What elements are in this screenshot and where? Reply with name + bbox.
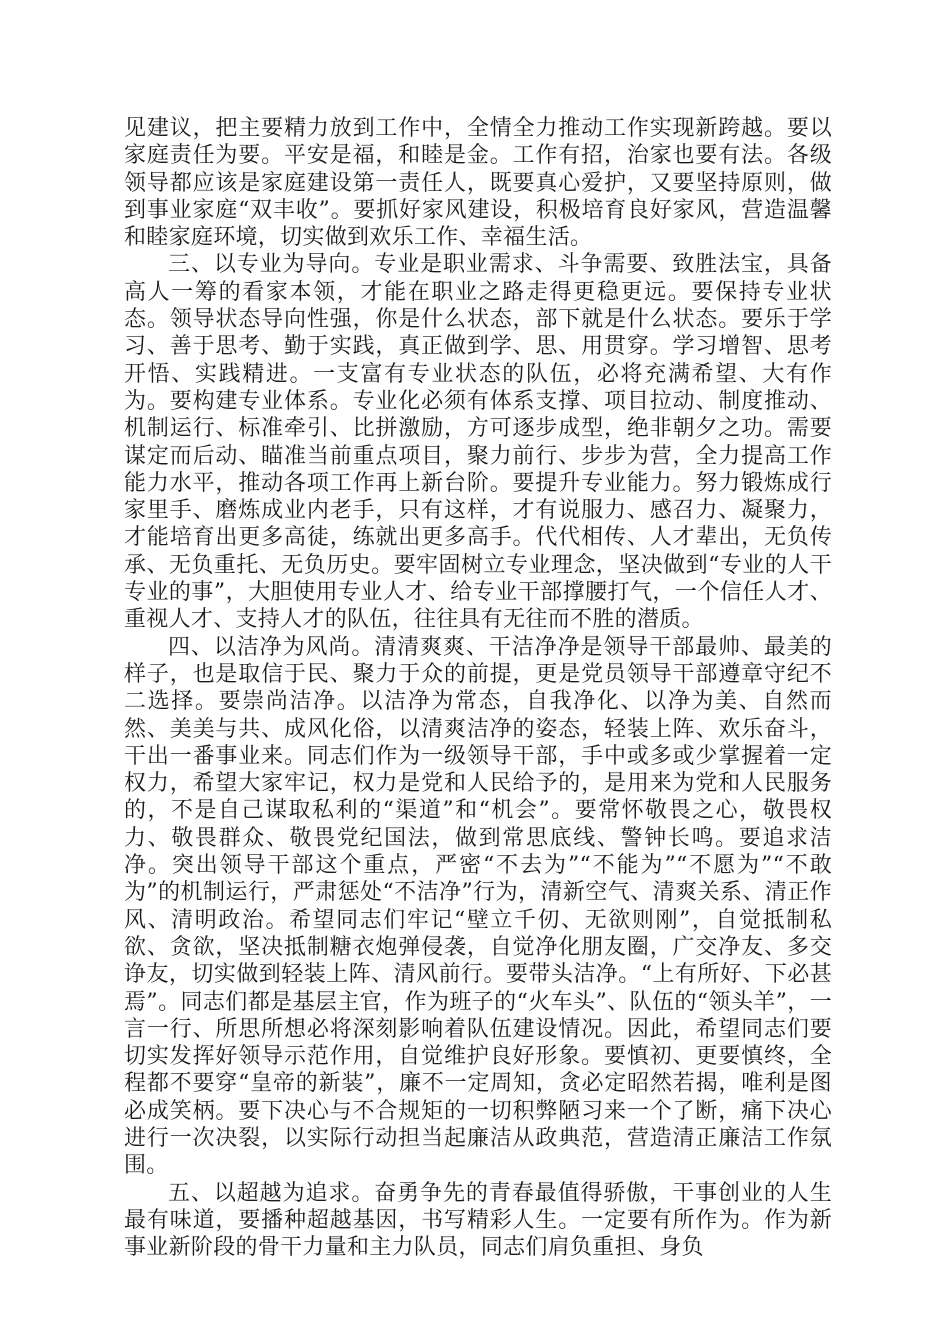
paragraph-section-five-transcendence: 五、以超越为追求。奋勇争先的青春最值得骄傲，干事创业的人生最有味道，要播种超越基因，书写精彩人生。一定要有所作为。作为新事业新阶段的骨干力量和主力队员，同志们肩负重担、身负 xyxy=(124,1180,832,1261)
paragraph-section-four-cleanliness: 四、以洁净为风尚。清清爽爽、干洁净净是领导干部最帅、最美的样子，也是取信于民、聚力于众的前提，更是党员领导干部遵章守纪不二选择。要崇尚洁净。以洁净为常态，自我净化、以净为美、自然而然、美美与共、成风化俗，以清爽洁净的姿态，轻装上阵、欢乐奋斗，干出一番事业来。同志们作为一级领导干部，手中或多或少掌握着一定权力，希望大家牢记，权力是党和人民给予的，是用来为党和人民服务的，不是自己谋取私利的“渠道”和“机会”。要常怀敬畏之心，敬畏权力、敬畏群众、敬畏党纪国法，做到常思底线、警钟长鸣。要追求洁净。突出领导干部这个重点，严密“不去为”“不能为”“不愿为”“不敢为”的机制运行，严肃惩处“不洁净”行为，清新空气、清爽关系、清正作风、清明政治。希望同志们牢记“壁立千仞、无欲则刚”，自觉抵制私欲、贪欲，坚决抵制糖衣炮弹侵袭，自觉净化朋友圈，广交净友、多交诤友，切实做到轻装上阵、清风前行。要带头洁净。“上有所好、下必甚焉”。同志们都是基层主官，作为班子的“火车头”、队伍的“领头羊”，一言一行、所思所想必将深刻影响着队伍建设情况。因此，希望同志们要切实发挥好领导示范作用，自觉维护良好形象。要慎初、更要慎终，全程都不要穿“皇帝的新装”，廉不一定周知，贪必定昭然若揭，唯利是图必成笑柄。要下决心与不合规矩的一切积弊陋习来一个了断，痛下决心进行一次决裂，以实际行动担当起廉洁从政典范，营造清正廉洁工作氛围。 xyxy=(124,634,832,1179)
document-body xyxy=(124,115,832,1261)
paragraph-section-three-professionalism: 三、以专业为导向。专业是职业需求、斗争需要、致胜法宝，具备高人一筹的看家本领，才能在职业之路走得更稳更远。要保持专业状态。领导状态导向性强，你是什么状态，部下就是什么状态。要乐于学习、善于思考、勤于实践，真正做到学、思、用贯穿。学习增智、思考开悟、实践精进。一支富有专业状态的队伍，必将充满希望、大有作为。要构建专业体系。专业化必须有体系支撑、项目拉动、制度推动、机制运行、标准牵引、比拼激励，方可逐步成型，绝非朝夕之功。需要谋定而后动、瞄准当前重点项目，聚力前行、步步为营，全力提高工作能力水平，推动各项工作再上新台阶。要提升专业能力。努力锻炼成行家里手、磨炼成业内老手，只有这样，才有说服力、感召力、凝聚力，才能培育出更多高徒，练就出更多高手。代代相传、人才辈出，无负传承、无负重托、无负历史。要牢固树立专业理念，坚决做到“专业的人干专业的事”，大胆使用专业人才、给专业干部撑腰打气，一个信任人才、重视人才、支持人才的队伍，往往具有无往而不胜的潜质。 xyxy=(124,252,832,633)
paragraph-family-responsibility: 见建议，把主要精力放到工作中，全情全力推动工作实现新跨越。要以家庭责任为要。平安是福，和睦是金。工作有招，治家也要有法。各级领导都应该是家庭建设第一责任人，既要真心爱护，又要坚持原则，做到事业家庭“双丰收”。要抓好家风建设，积极培育良好家风，营造温馨和睦家庭环境，切实做到欢乐工作、幸福生活。 xyxy=(124,116,832,251)
